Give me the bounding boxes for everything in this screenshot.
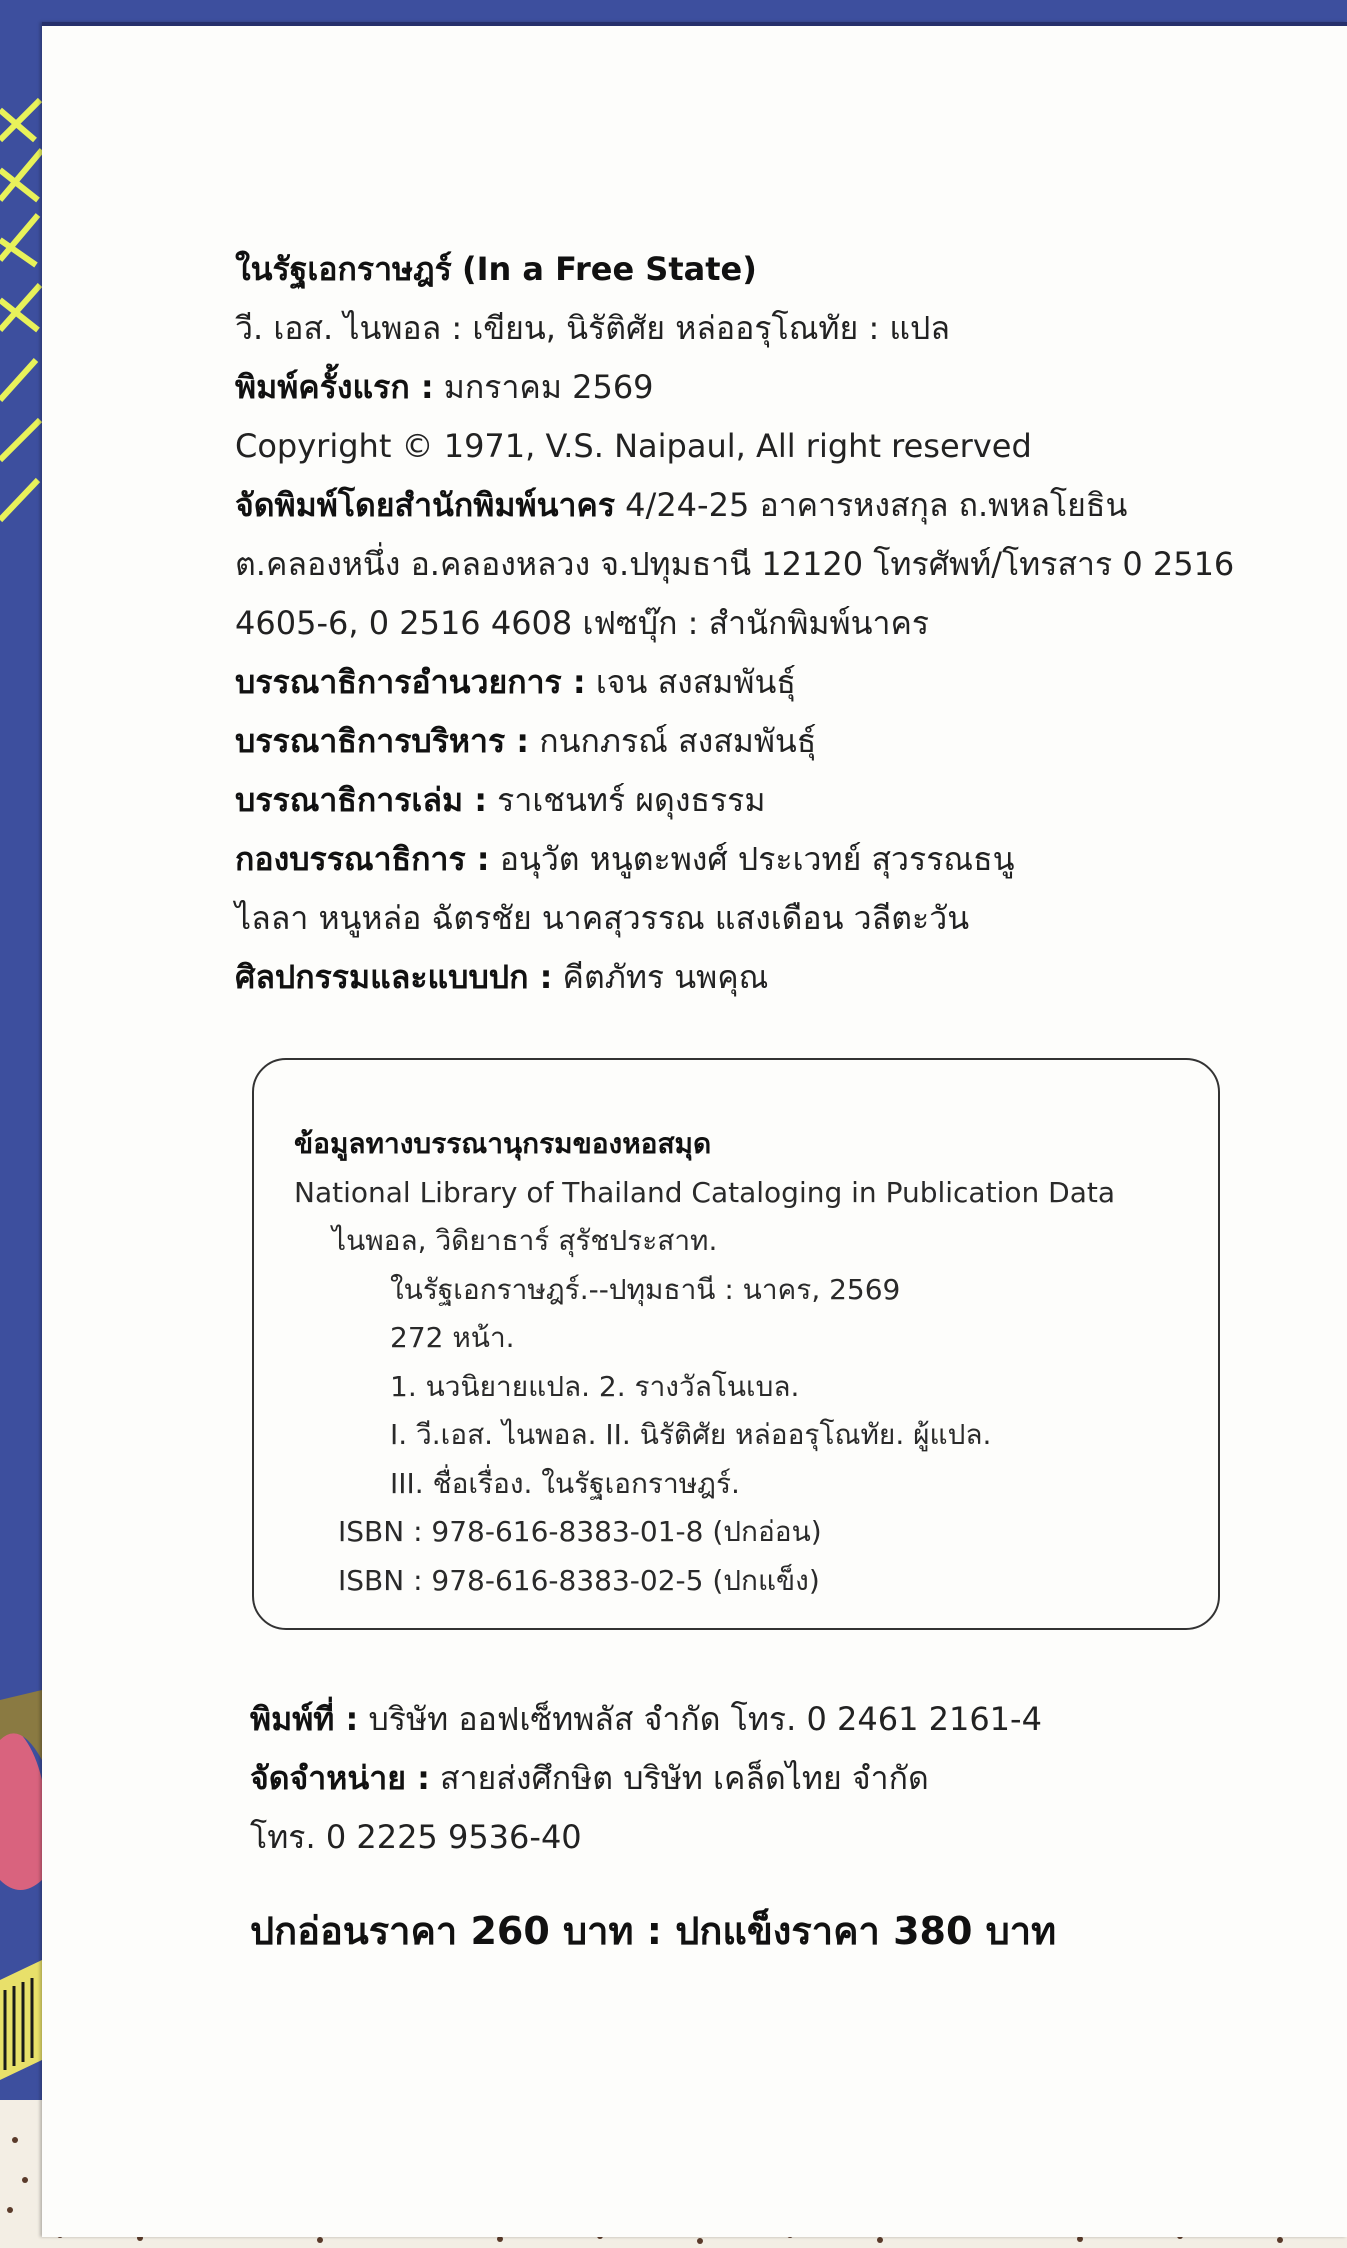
staff-editorial-board xyxy=(235,830,1245,889)
staff-value: ราเชนทร์ ผดุงธรรม xyxy=(497,781,766,819)
staff-value: เจน สงสมพันธุ์ xyxy=(595,663,796,701)
book-title-thai: ในรัฐเอกราษฎร์ xyxy=(235,250,452,288)
printer-line xyxy=(250,1690,1250,1749)
imprint-block xyxy=(235,240,1245,1007)
distributor-value: สายส่งศึกษิต บริษัท เคล็ดไทย จำกัด xyxy=(440,1759,929,1797)
printer-label: พิมพ์ที่ : xyxy=(250,1700,359,1738)
staff-value: อนุวัต หนูตะพงศ์ ประเวทย์ สุวรรณธนู xyxy=(499,840,1015,878)
staff-executive-editor xyxy=(235,712,1245,771)
publisher-line xyxy=(235,476,1245,535)
distributor-label: จัดจำหน่าย : xyxy=(250,1759,430,1797)
cataloging-content xyxy=(294,1120,1194,1605)
cataloging-box xyxy=(252,1058,1220,1630)
cip-isbn-hardcover: ISBN : 978-616-8383-02-5 (ปกแข็ง) xyxy=(338,1563,820,1597)
staff-volume-editor xyxy=(235,771,1245,830)
copyright-line: Copyright © 1971, V.S. Naipaul, All right reserved xyxy=(235,427,1032,465)
cip-pages: 272 หน้า. xyxy=(390,1321,515,1354)
art-value: คีตภัทร นพคุณ xyxy=(562,958,769,996)
printing-info xyxy=(250,1690,1250,1867)
first-print-value: มกราคม 2569 xyxy=(443,368,654,406)
cip-added-entries: I. วี.เอส. ไนพอล. II. นิรัติศัย หล่ออรุโณทัย. ผู้แปล. xyxy=(390,1418,992,1451)
publisher-address-2: ต.คลองหนึ่ง อ.คลองหลวง จ.ปทุมธานี 12120 โทรศัพท์/โทรสาร 0 2516 xyxy=(235,545,1235,583)
cip-heading: ข้อมูลทางบรรณานุกรมของหอสมุด xyxy=(294,1127,712,1160)
staff-managing-editor xyxy=(235,653,1245,712)
book-title-line xyxy=(235,240,1245,299)
price-line: ปกอ่อนราคา 260 บาท : ปกแข็งราคา 380 บาท xyxy=(250,1909,1057,1953)
first-print-label: พิมพ์ครั้งแรก : xyxy=(235,368,434,406)
art-direction-line xyxy=(235,948,1245,1007)
staff-editorial-board-continued: ไลลา หนูหล่อ ฉัตรชัย นาคสุวรรณ แสงเดือน วลีตะวัน xyxy=(235,899,970,937)
staff-value: กนกภรณ์ สงสมพันธุ์ xyxy=(539,722,817,760)
cip-isbn-paperback: ISBN : 978-616-8383-01-8 (ปกอ่อน) xyxy=(338,1515,822,1548)
distributor-line xyxy=(250,1749,1250,1808)
publisher-label: จัดพิมพ์โดยสำนักพิมพ์นาคร xyxy=(235,486,615,524)
art-label: ศิลปกรรมและแบบปก : xyxy=(235,958,553,996)
authors-line: วี. เอส. ไนพอล : เขียน, นิรัติศัย หล่ออรุโณทัย : แปล xyxy=(235,309,950,347)
cip-title-entry: ในรัฐเอกราษฎร์.--ปทุมธานี : นาคร, 2569 xyxy=(390,1272,901,1306)
cip-subheading: National Library of Thailand Cataloging in Publication Data xyxy=(294,1175,1115,1209)
page-top-edge xyxy=(42,22,1347,26)
printer-value: บริษัท ออฟเซ็ทพลัส จำกัด โทร. 0 2461 2161-4 xyxy=(368,1700,1042,1738)
staff-label: บรรณาธิการเล่ม : xyxy=(235,781,487,819)
publisher-address-3: 4605-6, 0 2516 4608 เฟซบุ๊ก : สำนักพิมพ์นาคร xyxy=(235,604,930,642)
cip-subjects: 1. นวนิยายแปล. 2. รางวัลโนเบล. xyxy=(390,1369,800,1403)
cip-author-entry: ไนพอล, วิดิยาธาร์ สุรัชประสาท. xyxy=(332,1224,718,1257)
staff-label: บรรณาธิการอำนวยการ : xyxy=(235,663,586,701)
book-title-english: (In a Free State) xyxy=(461,250,757,288)
first-print-line xyxy=(235,358,1245,417)
staff-label: กองบรรณาธิการ : xyxy=(235,840,490,878)
publisher-address-1: 4/24-25 อาคารหงสกุล ถ.พหลโยธิน xyxy=(625,486,1128,524)
staff-label: บรรณาธิการบริหาร : xyxy=(235,722,530,760)
distributor-phone: โทร. 0 2225 9536-40 xyxy=(250,1818,582,1856)
cip-title-added: III. ชื่อเรื่อง. ในรัฐเอกราษฎร์. xyxy=(390,1466,740,1500)
